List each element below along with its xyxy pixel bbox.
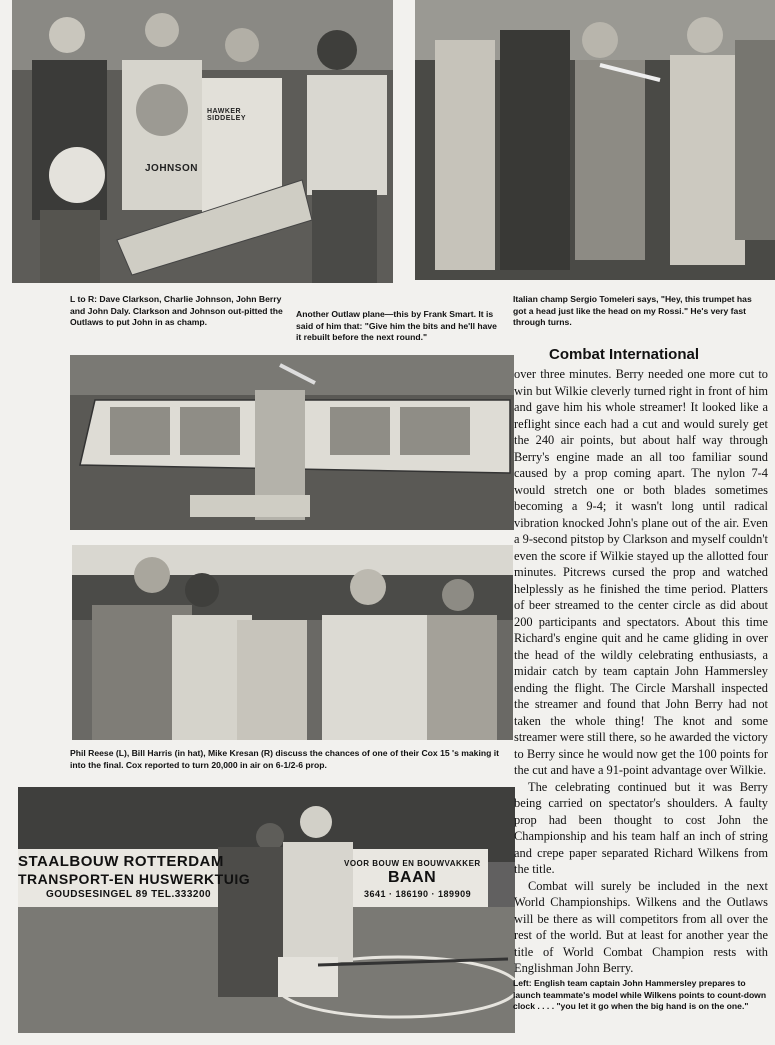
sign-phone-numbers: 3641 · 186190 · 189909 xyxy=(364,889,472,899)
sign-baan: BAAN xyxy=(388,869,437,886)
article-body xyxy=(514,366,768,977)
article-paragraph: The celebrating continued but it was Berry being carried on spectator's shoulders. A faulty prop had been thought to cost John the Championship and his team half an inch of string and crepe paper separated Richard Wilkens from the title. xyxy=(514,779,768,876)
photo-trumpet xyxy=(415,0,775,280)
tshirt-text: JOHNSON xyxy=(145,163,198,174)
photo-group-art xyxy=(72,545,513,740)
article-title: Combat International xyxy=(549,346,700,363)
sign-staalbouw: STAALBOUW ROTTERDAM xyxy=(18,853,224,870)
tshirt-text-2: HAWKER SIDDELEY xyxy=(207,108,247,122)
caption-outlaw-plane: Another Outlaw plane—this by Frank Smart. It is said of him that: "Give him the bits and he'll have it rebuilt before the next round." xyxy=(296,309,497,343)
caption-four-men: L to R: Dave Clarkson, Charlie Johnson, John Berry and John Daly. Clarkson and Johnson out-pitted the Outlaws to put John in as champ. xyxy=(70,294,283,328)
photo-outlaw-plane xyxy=(70,355,514,530)
photo-launch-art xyxy=(18,787,515,1033)
photo-trumpet-art xyxy=(415,0,775,280)
photo-four-men xyxy=(12,0,393,283)
photo-group-discussing xyxy=(72,545,513,740)
caption-group-discussing: Phil Reese (L), Bill Harris (in hat), Mike Kresan (R) discuss the chances of one of their Cox 15 's making it into the final. Cox reported to turn 20,000 in air on 6-1/2-6 prop. xyxy=(70,748,499,770)
photo-four-men-art xyxy=(12,0,393,283)
photo-launch xyxy=(18,787,515,1033)
sign-goudsesingel: GOUDSESINGEL 89 TEL.333200 xyxy=(46,889,212,900)
photo-outlaw-plane-art xyxy=(70,355,514,530)
article-paragraph: Combat will surely be included in the next World Championships. Wilkens and the Outlaws will be there as will competitors from all over the rest of the world. But at least for another year the title of World Combat Champion rests with Englishman John Berry. xyxy=(514,878,768,975)
caption-trumpet: Italian champ Sergio Tomeleri says, "Hey, this trumpet has got a head just like the head on my Rossi." He's very fast through turns. xyxy=(513,294,752,328)
sign-transport: TRANSPORT-EN HUSWERKTUIG xyxy=(18,871,251,887)
caption-launch: Left: English team captain John Hammersley prepares to launch teammate's model while Wilkens points to count-down clock . . . . "you let it go when the big hand is on the one." xyxy=(513,978,767,1012)
sign-voor-bouw: VOOR BOUW EN BOUWVAKKER xyxy=(344,859,481,868)
article-paragraph: over three minutes. Berry needed one more cut to win but Wilkie cleverly turned right in front of him and gave him his whole streamer! It looked like a reflight since each had a cut and would surely get the 240 air points, but about half way through Berry's engine made an all too familiar sound caused by a prop coming apart. The nylon 7-4 would stretch one or both blades sometimes becoming a 9-4; it wasn't long until radical vibration knocked John's plane out of the air. Even a 9-second pitstop by Clarkson and myself couldn't even the score if Wilkie stayed up the allotted four minutes. Pitcrews cursed the prop and watched helplessly as he finished the time period. Platters of beer streamed to the center circle as did about 200 participants and spectators. About this time Richard's engine quit and he came gliding in over the head of the wildly celebrating enthusiasts, a midair catch by team captain John Hammersley ending the flight. The Circle Marshall inspected the streamer and found that John Berry had not taken the whole thing! The knot and some streamer were still there, so he awarded the victory to Berry since he would now get the 100 points for the cut and have a 91-point advantage over Wilkie. xyxy=(514,367,768,777)
